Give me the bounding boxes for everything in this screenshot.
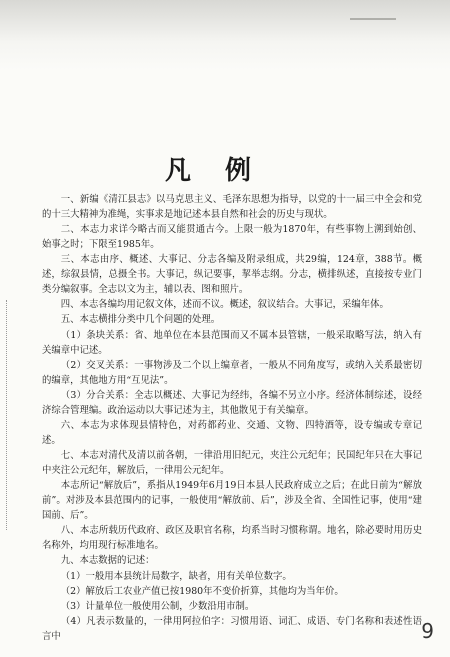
paragraph: 本志所记“解放后”，系指从1949年6月19日本县人民政府成立之后；在此日前为“解放前”。对涉及本县范围内的记事，一般使用“解放前、后”，涉及全省、全国性记事，使用“建国前、后”。 (42, 480, 422, 521)
paragraph: （3）分合关系：全志以概述、大事记为经纬，各编不另立小序。经济体制综述，设经济综合管理编。政治运动以大事记述为主，其他散见于有关编章。 (42, 389, 422, 416)
paragraph: 四、本志各编均用记叙文体，述而不议。概述，叙议结合。大事记，采编年体。 (60, 299, 389, 311)
paragraph: 六、本志为求体现县情特色，对药都药业、交通、文物、四特酒等，设专编或专章记述。 (42, 419, 422, 446)
document-body (42, 193, 422, 645)
scan-shadow (0, 0, 450, 70)
paragraph: 一、新编《清江县志》以马克思主义、毛泽东思想为指导，以党的十一届三中全会和党的十三大精神为准绳，实事求是地记述本县自然和社会的历史与现状。 (42, 194, 422, 220)
paragraph: 七、本志对清代及清以前各朝，一律沿用旧纪元，夹注公元纪年；民国纪年只在大事记中夹注公元纪年，解放后，一律用公元纪年。 (42, 450, 422, 476)
scan-edge-mark (350, 18, 396, 20)
paragraph: （1）一般用本县统计局数字，缺者，用有关单位数字。 (60, 570, 292, 582)
paragraph: （1）条块关系：省、地单位在本县范围而又不属本县管辖，一般采取略写法，纳入有关编章中记述。 (42, 329, 422, 356)
paragraph: （3）计量单位一般使用公制，少数沿用市制。 (60, 600, 255, 612)
paragraph: （2）解放后工农业产值已按1980年不变价折算，其他均为当年价。 (60, 585, 344, 597)
paragraph: 二、本志力求详今略古而又能贯通古今。上限一般为1870年，有些事物上溯到始创、始事之时；下限至1985年。 (42, 224, 422, 251)
paragraph: 八、本志所载历代政府、政区及职官名称，均系当时习惯称谓。地名，除必要时用历史名称外，均用现行标准地名。 (42, 525, 422, 552)
paragraph: （2）交叉关系：一事物涉及二个以上编章者，一般从不同角度写，或纳入关系最密切的编章，其他地方用“互见法”。 (42, 359, 422, 386)
paragraph: （4）凡表示数量的，一律用阿拉伯字：习惯用语、词汇、成语、专门名称和表述性语言中 (42, 616, 422, 643)
paragraph: 五、本志横排分类中几个问题的处理。 (60, 314, 221, 326)
paragraph: 九、本志数据的记述： (60, 555, 155, 567)
page-title: 凡例 (164, 156, 285, 186)
page-number: 9 (421, 619, 434, 643)
binding-edge (6, 300, 11, 530)
paragraph: 三、本志由序、概述、大事记、分志各编及附录组成，共29编，124章，388节。概述，综叙县情，总摄全书。大事记，纵记要事，挈举志纲。分志，横排纵述，直接按专业门类分编叙事。全志以文为主，辅以表、图和照片。 (42, 254, 422, 296)
